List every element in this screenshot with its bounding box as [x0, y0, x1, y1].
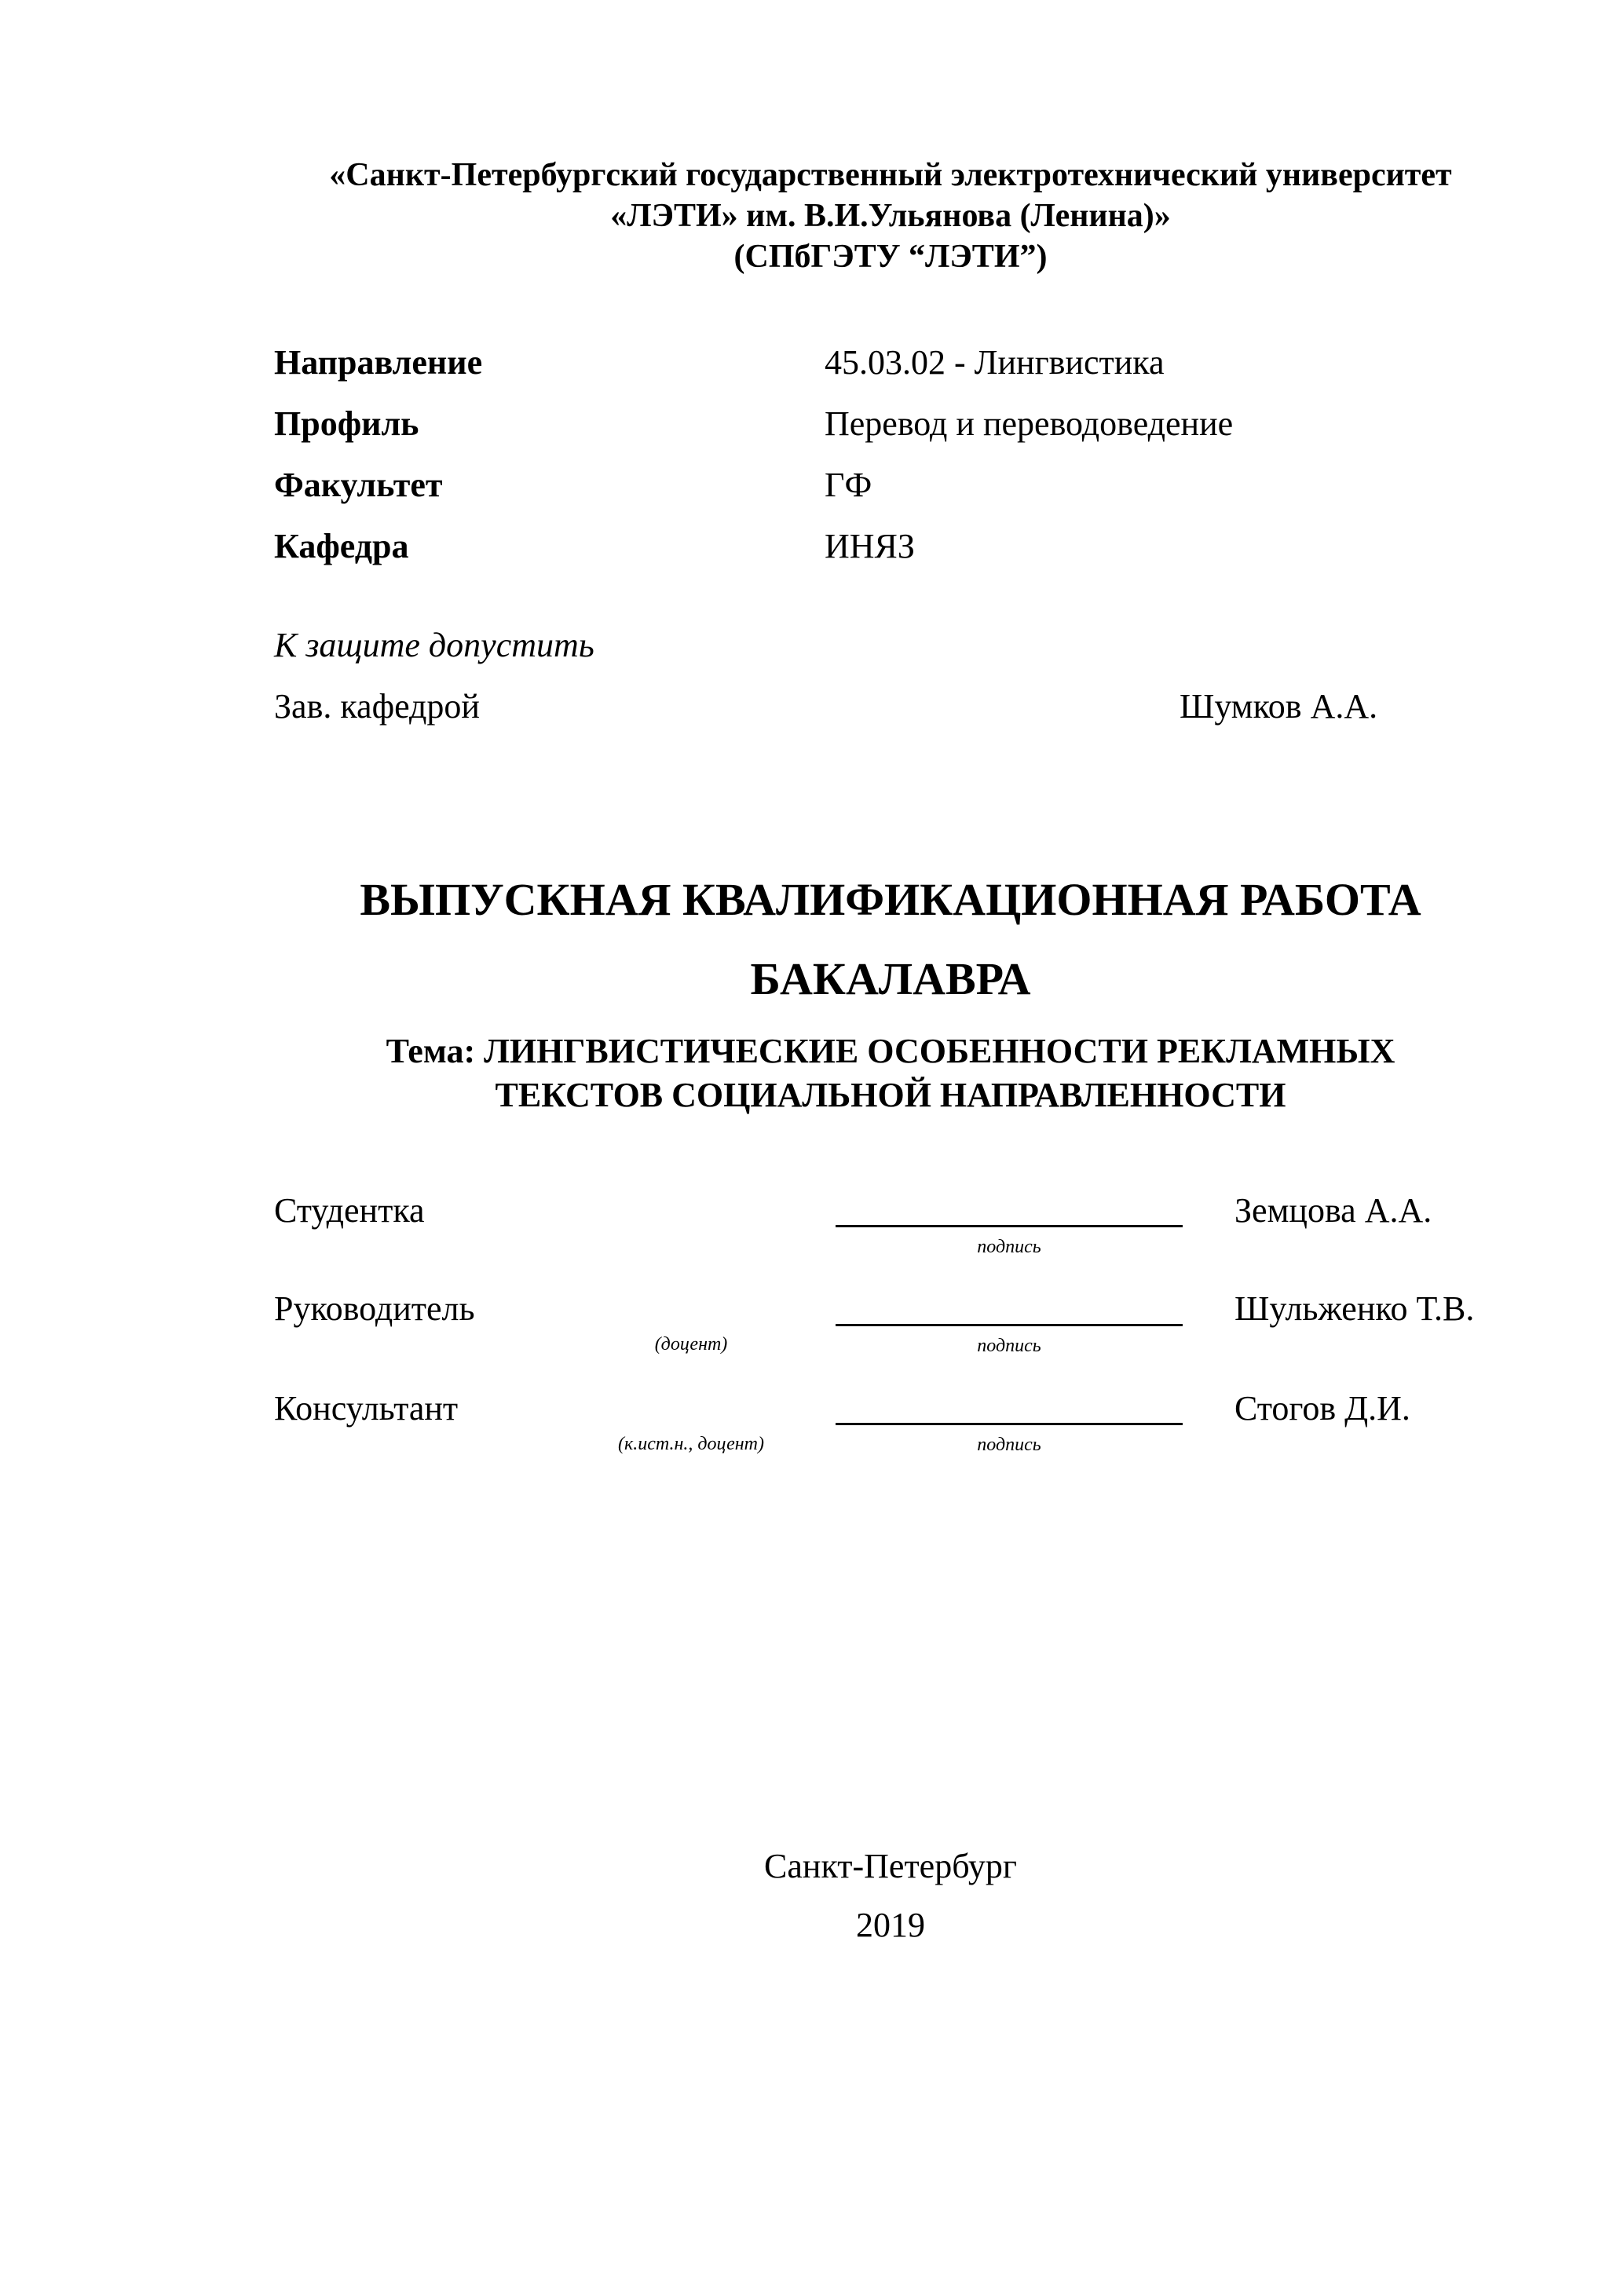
- info-value-profile: Перевод и переводоведение: [825, 404, 1234, 443]
- signature-role-student: Студентка: [274, 1191, 425, 1230]
- signature-line-supervisor: [836, 1324, 1183, 1326]
- signature-line-student: [836, 1225, 1183, 1227]
- thesis-title-line-1: ВЫПУСКНАЯ КВАЛИФИКАЦИОННАЯ РАБОТА: [360, 874, 1421, 925]
- signature-name-student: Земцова А.А.: [1234, 1191, 1432, 1230]
- head-of-department-role: Зав. кафедрой: [274, 687, 480, 726]
- university-abbreviation: (СПбГЭТУ “ЛЭТИ”): [733, 239, 1048, 275]
- signature-name-consultant: Стогов Д.И.: [1234, 1389, 1410, 1428]
- signature-line-consultant: [836, 1423, 1183, 1425]
- head-of-department-name: Шумков А.А.: [1180, 687, 1378, 726]
- signature-role-supervisor: Руководитель: [274, 1289, 475, 1328]
- signature-caption-supervisor: подпись: [977, 1336, 1041, 1356]
- university-name-line-2: «ЛЭТИ» им. В.И.Ульянова (Ленина)»: [610, 198, 1171, 234]
- info-label-direction: Направление: [274, 343, 483, 382]
- signature-role-consultant: Консультант: [274, 1389, 459, 1428]
- admission-note: К защите допустить: [274, 626, 594, 664]
- signature-caption-student: подпись: [977, 1237, 1041, 1257]
- info-label-faculty: Факультет: [274, 466, 443, 504]
- info-value-faculty: ГФ: [825, 466, 872, 504]
- footer-city: Санкт-Петербург: [764, 1847, 1017, 1885]
- thesis-topic-line-2: ТЕКСТОВ СОЦИАЛЬНОЙ НАПРАВЛЕННОСТИ: [495, 1076, 1286, 1114]
- info-label-department: Кафедра: [274, 527, 409, 565]
- signature-caption-consultant: подпись: [977, 1435, 1041, 1455]
- signature-rank-supervisor: (доцент): [654, 1334, 728, 1355]
- info-label-profile: Профиль: [274, 404, 419, 443]
- university-name-line-1: «Санкт-Петербургский государственный электротехнический университет: [329, 157, 1452, 193]
- info-value-department: ИНЯЗ: [825, 527, 915, 565]
- signature-rank-consultant: (к.ист.н., доцент): [617, 1434, 765, 1454]
- footer-year: 2019: [856, 1906, 925, 1944]
- signature-name-supervisor: Шульженко Т.В.: [1234, 1289, 1475, 1328]
- thesis-title-line-2: БАКАЛАВРА: [750, 953, 1031, 1004]
- thesis-topic-line-1: Тема: ЛИНГВИСТИЧЕСКИЕ ОСОБЕННОСТИ РЕКЛАМНЫХ: [386, 1032, 1395, 1070]
- info-value-direction: 45.03.02 - Лингвистика: [825, 343, 1165, 382]
